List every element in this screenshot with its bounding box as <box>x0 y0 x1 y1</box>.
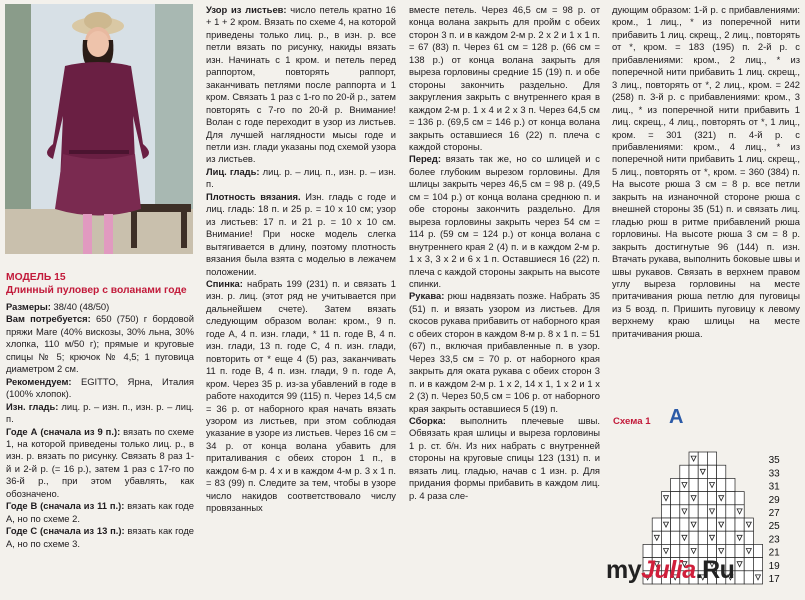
chart-cell <box>652 531 661 544</box>
chart-cell <box>717 492 726 505</box>
chart-cell <box>707 452 716 465</box>
chart-row-label: 35 <box>768 455 780 467</box>
chart-cell <box>717 518 726 531</box>
chart-cell <box>735 571 744 584</box>
chart-cell <box>707 492 716 505</box>
text-paragraph: Спинка: набрать 199 (231) п. и связать 1 изн. р. лиц. (этот ряд не учитывается при дальнейшем счете). Затем вязать следующим образом волан: кром., 9 п. годе А, 4 п. изн. глади, * 11 п. годе В, 4 п. изн. глади, 13 п. годе С, 4 п. изн. глади, повторить от * еще 4 (5) раз, заканчивать 11 п. годе В, 4 п. изн. глади, 9 п. годе А, кром. Через 35 р. из-за убавлений в годе в работе находится 99 (115) п. Через 14,5 см = 36 р. от наборного края начать вязать узором из листьев, при этом соблюдая указание в узоре из листьев. Через 16 см = 34 р. от конца волана убавить для приталивания с обеих сторон 1 п., в каждом 6-м р. 4 х и в каждом 4-м р. 3 х 1 п. = 83 (99) п. Следите за тем, чтобы в узоре число накидов соответствовало числу провязанных <box>206 277 396 514</box>
chart-cell <box>735 492 744 505</box>
model-title: Длинный пуловер с воланами годе <box>6 284 187 296</box>
chart-cell <box>753 544 762 557</box>
text-paragraph: Рукава: рюш надвязать позже. Набрать 35 (51) п. и вязать узором из листьев. Для скосов рукава прибавить от наборного края с обеих сторон в каждом 8-м р. 8 х 1 п. = 51 (67) п., включая прибавленные п. в узор. Через 33,5 см = 70 р. от наборного края закрыть для оката рукава с обеих сторон 3 п. и в каждом 2-м р. 1 х 2, 14 х 1, 1 х 2 и 1 х 2 (3) п. Через 50,5 см = 106 р. от наборного края закрыть оставшиеся 5 (19) п. <box>409 290 600 414</box>
chart-cell <box>726 531 735 544</box>
chart-cell <box>689 452 698 465</box>
chart-cell <box>689 531 698 544</box>
chart-row-label: 19 <box>768 560 780 572</box>
chart-cell <box>753 571 762 584</box>
chart-cell <box>726 505 735 518</box>
schema-letter: А <box>669 406 684 428</box>
text-paragraph: Изн. гладь: лиц. р. – изн. п., изн. р. – лиц. п. <box>6 400 194 425</box>
column-4 <box>612 4 800 340</box>
chart-cell <box>671 492 680 505</box>
chart-cell <box>744 518 753 531</box>
chart-cell <box>680 531 689 544</box>
chart-cell <box>652 518 661 531</box>
chart-cell <box>689 465 698 478</box>
chart-cell <box>717 465 726 478</box>
text-paragraph: вместе петель. Через 46,5 см = 98 р. от конца волана закрыть для пройм с обеих сторон 3 п. и в каждом 2-м р. 2 х 2 и 1 х 1 п. = 67 (83) п. Через 61 см = 128 р. (66 см = 138 р.) от конца волана закрыть для выреза горловины средние 15 (19) п. и обе стороны закончить раздельно. Для закругления закрыть с внутреннего края в каждом 2-м р. 1 х 4 и 2 х 3 п. Через 64,5 см = 136 р. (69,5 см = 146 р.) от конца волана закрыть оставшиеся 16 (22) п. плеча с каждой стороны. <box>409 4 600 152</box>
text-paragraph: Плотность вязания. Изн. гладь с годе и лиц. гладь: 18 п. и 25 р. = 10 х 10 см; узор из листьев: 17 п. и 21 р. = 10 х 10 см. Внимание! При носке модель слегка вытягивается в длину, поэтому плотность вязания была взята с моделью в лежачем положении. <box>206 190 396 277</box>
chart-cell <box>744 531 753 544</box>
chart-cell <box>680 478 689 491</box>
column-2 <box>206 4 396 515</box>
chart-cell <box>744 571 753 584</box>
text-paragraph: Рекомендуем: EGITTO, Ярна, Италия (100% хлопок). <box>6 375 194 400</box>
chart-cell <box>689 478 698 491</box>
column-1 <box>6 272 194 550</box>
chart-cell <box>717 505 726 518</box>
text-paragraph: Лиц. гладь: лиц. р. – лиц. п., изн. р. – изн. п. <box>206 165 396 190</box>
chart-cell <box>680 465 689 478</box>
chart-cell <box>707 518 716 531</box>
chart-cell <box>707 465 716 478</box>
chart-cell <box>689 518 698 531</box>
chart-cell <box>726 478 735 491</box>
text-paragraph: Перед: вязать так же, но со шлицей и с более глубоким вырезом горловины. Для шлицы закрыть через 46,5 см = 98 р. (49,5 см = 104 р.) от конца волана среднюю п. и обе стороны закончить раздельно. Для выреза горловины закрыть через 54 см = 114 р. (59 см = 124 р.) от конца волана с внутреннего края 2 (4) п. и в каждом 2-м р. 1 х 3, 3 х 2 и 6 х 1 п. Оставшиеся 16 (22) п. плеча с каждой стороны закрыть на высоте спинки. <box>409 153 600 289</box>
chart-cell <box>744 544 753 557</box>
model-number: МОДЕЛЬ 15 <box>6 272 66 283</box>
text-paragraph: Сборка: выполнить плечевые швы. Обвязать края шлицы и выреза горловины 1 р. ст. б/н. Из них набрать с внутренней стороны на круговые спицы 123 (131) п. и вязать лиц. гладью, начав с 1 изн. р. Для придания формы прибавить в каждом лиц. р. 4 раза сле- <box>409 414 600 501</box>
chart-cell <box>698 531 707 544</box>
model-illustration <box>5 4 193 254</box>
chart-cell <box>689 492 698 505</box>
chart-cell <box>707 505 716 518</box>
chart-row-label: 27 <box>768 508 780 519</box>
chart-cell <box>661 531 670 544</box>
chart-cell <box>735 558 744 571</box>
chart-row-label: 33 <box>768 468 780 480</box>
chart-row-label: 23 <box>768 534 780 546</box>
chart-cell <box>661 492 670 505</box>
schema-title: Схема 1 <box>613 416 651 427</box>
chart-cell <box>661 518 670 531</box>
chart-row-labels <box>769 455 781 585</box>
chart-cell <box>671 531 680 544</box>
text-paragraph: Узор из листьев: число петель кратно 16 + 1 + 2 кром. Вязать по схеме 4, на которой приведены только лиц. р., в изн. р. все петли вязать по рисунку, накиды вязать изн. Начинать с 1 кром. и петель перед раппортом, повторять раппорт, заканчивать петлями после раппорта и 1 кром. Связать 1 раз с 1-го по 20-й р., затем повторять с 7-го по 20-й р. Внимание! Волан с годе переходит в узор из листьев. Для лучшей наглядности мысы годе и петли изн. глади указаны под схемой узора из листьев. <box>206 4 396 165</box>
chart-cell <box>671 505 680 518</box>
chart-cell <box>735 518 744 531</box>
chart-cell <box>726 518 735 531</box>
chart-cell <box>680 492 689 505</box>
chart-cell <box>661 505 670 518</box>
chart-cell <box>671 478 680 491</box>
text-paragraph: Годе А (сначала из 9 п.): вязать по схеме 1, на которой приведены только лиц. р., в изн. р. вязать по рисунку. Связать 8 раз 1-й и 2-й р. (= 16 р.), затем 1 раз с 17-го по 36-й р., при этом убавлять, как обозначено. <box>6 425 194 499</box>
chart-row-label: 21 <box>768 547 780 559</box>
chart-cell <box>735 505 744 518</box>
chart-cell <box>680 505 689 518</box>
text-paragraph: Вам потребуется: 650 (750) г бордовой пряжи Mare (40% вискозы, 30% льна, 30% хлопка, 110 м/50 г); прямые и круговые спицы № 5; крючок № 4,5; 1 пуговица диаметром 2 см. <box>6 313 194 375</box>
chart-row-label: 25 <box>768 521 780 533</box>
chart-row-label: 17 <box>768 574 780 585</box>
chart-cell <box>717 478 726 491</box>
site-logo: myJulia.Ru <box>606 556 735 584</box>
chart-cell <box>707 478 716 491</box>
chart-cell <box>726 492 735 505</box>
text-paragraph: Размеры: 38/40 (48/50) <box>6 301 110 312</box>
chart-cell <box>698 492 707 505</box>
chart-cell <box>717 531 726 544</box>
chart-cell <box>671 518 680 531</box>
chart-cell <box>735 531 744 544</box>
text-paragraph: дующим образом: 1-й р. с прибавлениями: кром., 1 лиц., * из поперечной нити прибавить 1 лиц. скрещ., 2 лиц., повторять от *, кром. = 183 (195) п. 2-й р. с прибавлениями: кром., 2 лиц., * из поперечной нити прибавить 1 лиц. скрещ., 3 лиц., повторять от *, 2 лиц., кром. = 242 (258) п. 3-й р. с прибавлениями: кром., 3 лиц., * из поперечной нити прибавить 1 лиц. скрещ., 4 лиц., повторять от *, 1 лиц., кром. = 301 (321) п. 4-й р. с прибавлениями: кром., 4 лиц., * из поперечной нити прибавить 1 лиц. скрещ., 5 лиц., повторять от *, кром. = 360 (384) п. На высоте рюша 3 см = 8 р. все петли закрыть на изнаночной стороне рюша с внешней стороны 35 (51) п. и связать лиц. гладью рюш в ритме прибавлений рюша горловины. На высоте рюша 3 см = 8 р. закрыть достигнутые 96 (144) п. изн. Втачать рукава, выполнить боковые швы и швы рукавов. Связать в верхнем правом углу выреза горловины на месте притачивания рюша петлю для пуговицы из 5 возд. п. Пришить пуговицу к левому верхнему краю шлицы на месте притачивания рюша. <box>612 4 800 339</box>
chart-row-label: 31 <box>768 481 780 493</box>
text-paragraph: Годе С (сначала из 13 п.): вязать как годе А, но по схеме 3. <box>6 525 195 549</box>
chart-cell <box>698 505 707 518</box>
model-photo <box>5 4 193 254</box>
column-3 <box>409 4 600 502</box>
chart-cell <box>698 518 707 531</box>
chart-cell <box>680 518 689 531</box>
chart-cell <box>753 558 762 571</box>
chart-cell <box>698 478 707 491</box>
chart-row-label: 29 <box>768 494 780 506</box>
chart-cell <box>689 505 698 518</box>
chart-cell <box>698 465 707 478</box>
chart-cell <box>707 531 716 544</box>
chart-cell <box>735 544 744 557</box>
chart-cell <box>744 558 753 571</box>
chart-cell <box>698 452 707 465</box>
text-paragraph: Годе В (сначала из 11 п.): вязать как годе А, но по схеме 2. <box>6 500 194 524</box>
